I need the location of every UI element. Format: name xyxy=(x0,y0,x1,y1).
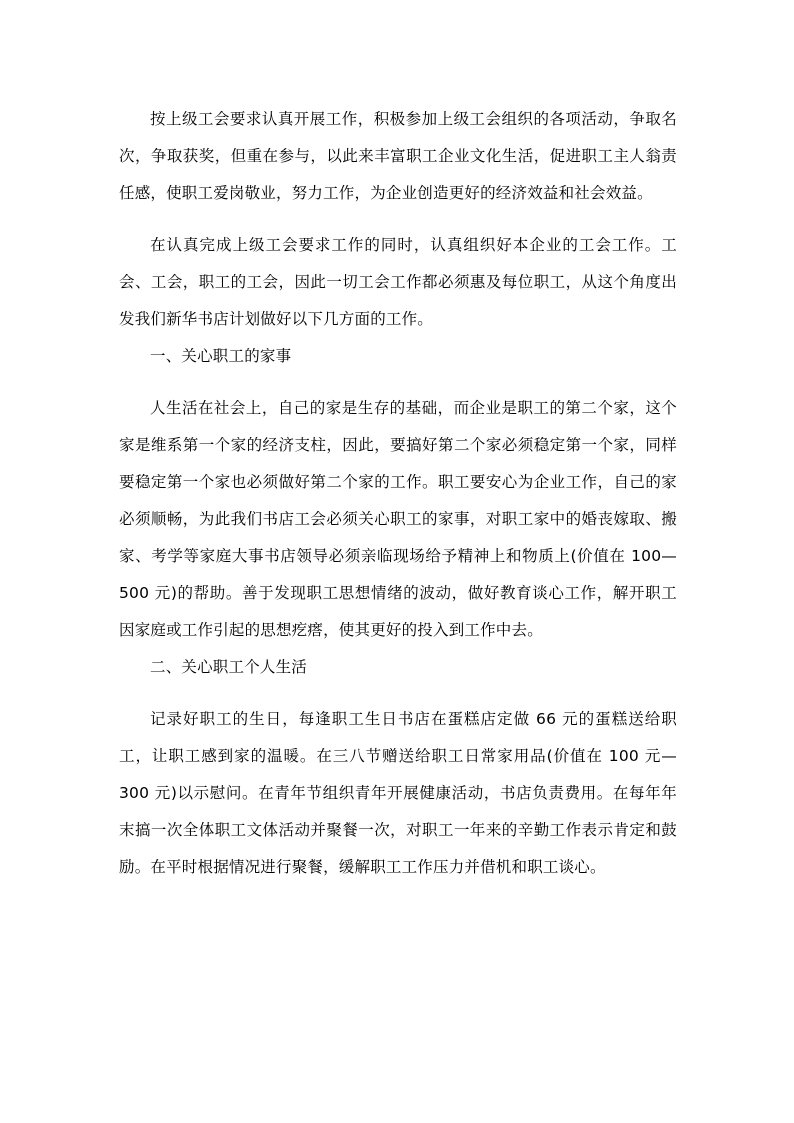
paragraph-personal-life: 记录好职工的生日，每逢职工生日书店在蛋糕店定做 66 元的蛋糕送给职工，让职工感到家的温暖。在三八节赠送给职工日常家用品(价值在 100 元—300 元)以示慰问。在青年节组织青年开展健康活动，书店负责费用。在每年年末搞一次全体职工文体活动并聚餐一次，对职工一年来的辛勤工作表示肯定和鼓励。在平时根据情况进行聚餐，缓解职工工作压力并借机和职工谈心。 xyxy=(119,710,677,876)
section-heading-family-affairs: 一、关心职工的家事 xyxy=(150,347,292,365)
paragraph-union-work-plan: 在认真完成上级工会要求工作的同时，认真组织好本企业的工会工作。工会、工会，职工的工会，因此一切工会工作都必须惠及每位职工，从这个角度出发我们新华书店计划做好以下几方面的工作。 xyxy=(119,236,677,328)
paragraph-union-activities: 按上级工会要求认真开展工作，积极参加上级工会组织的各项活动，争取名次，争取获奖，但重在参与，以此来丰富职工企业文化生活，促进职工主人翁责任感，使职工爱岗敬业，努力工作，为企业创造更好的经济效益和社会效益。 xyxy=(119,110,677,202)
paragraph-family-affairs: 人生活在社会上，自己的家是生存的基础，而企业是职工的第二个家，这个家是维系第一个家的经济支柱，因此，要搞好第二个家必须稳定第一个家，同样要稳定第一个家也必须做好第二个家的工作。职工要安心为企业工作，自己的家必须顺畅，为此我们书店工会必须关心职工的家事，对职工家中的婚丧嫁取、搬家、考学等家庭大事书店领导必须亲临现场给予精神上和物质上(价值在 100—500 元)的帮助。善于发现职工思想情绪的波动，做好教育谈心工作，解开职工因家庭或工作引起的思想疙瘩，使其更好的投入到工作中去。 xyxy=(119,399,677,639)
document-body xyxy=(119,101,677,886)
section-heading-personal-life: 二、关心职工个人生活 xyxy=(150,658,308,676)
